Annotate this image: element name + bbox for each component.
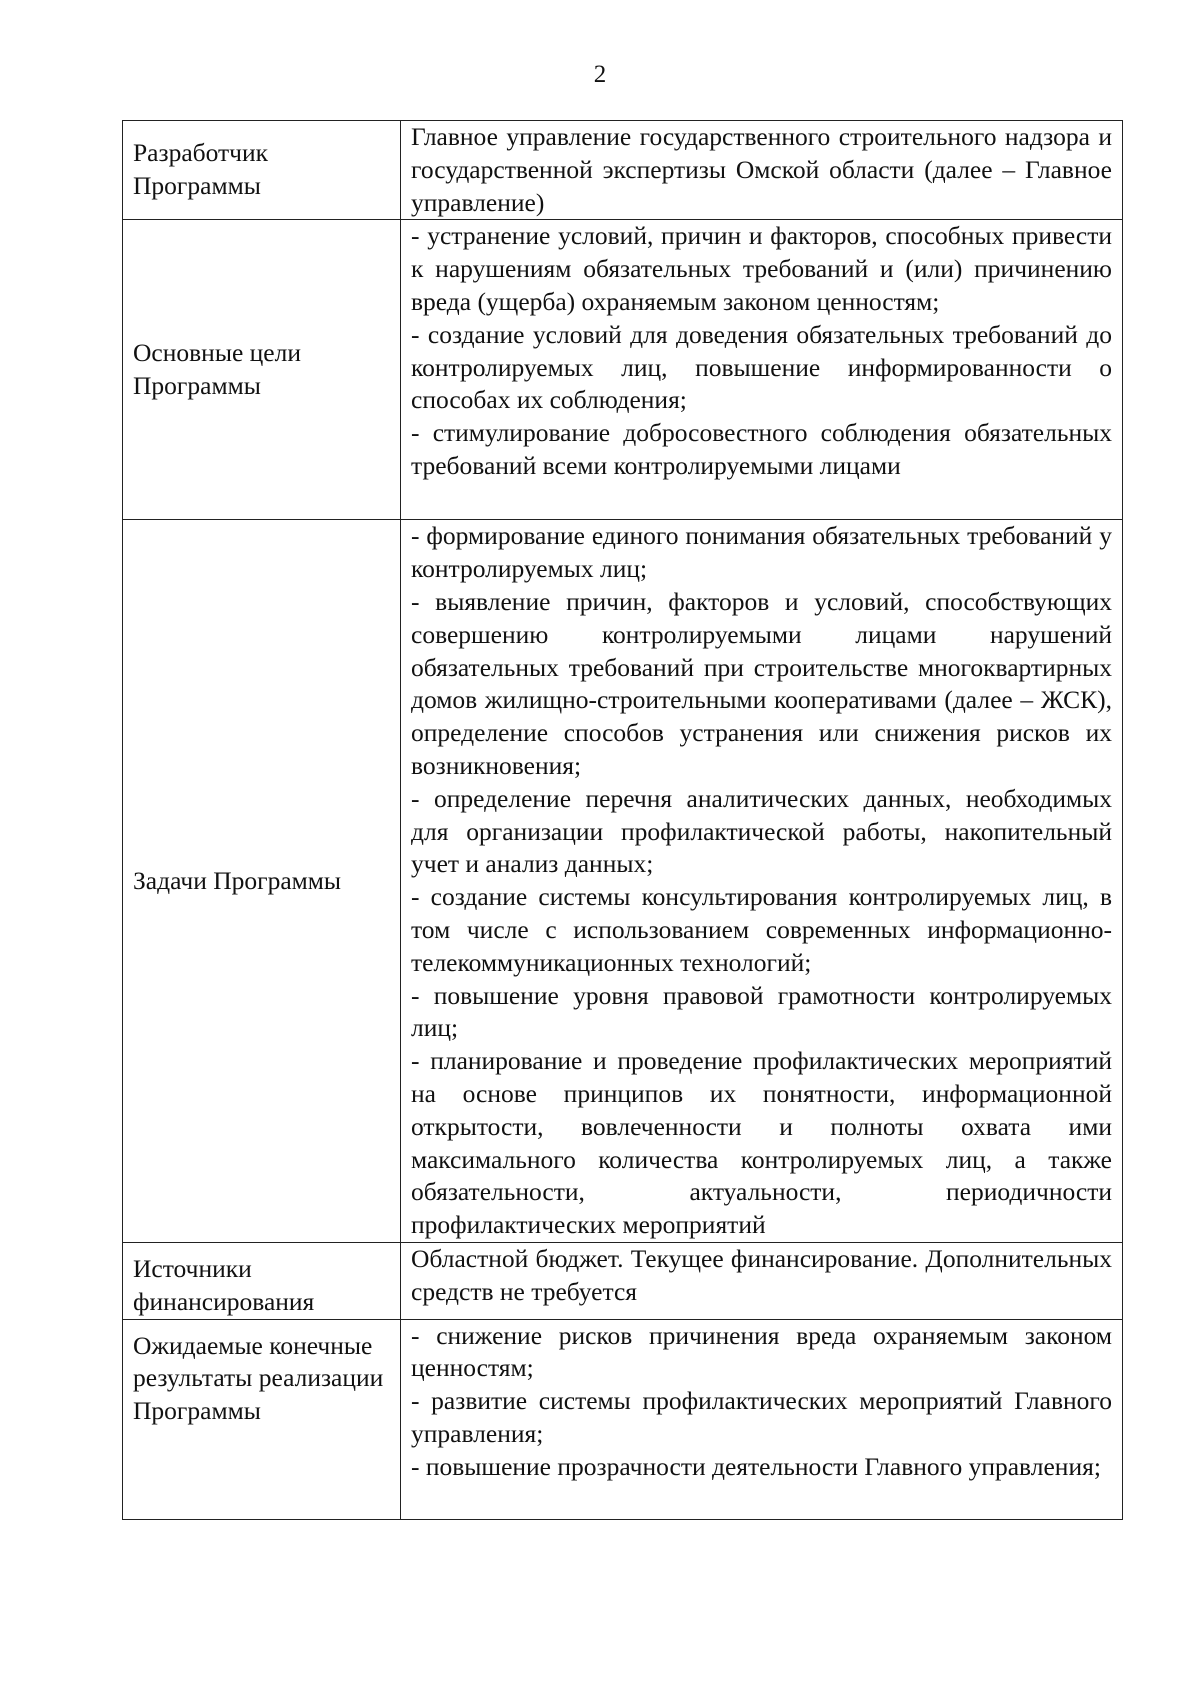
table-row-tasks [123, 520, 1123, 1243]
content-paragraph: - формирование единого понимания обязательных требований у контролируемых лиц; [411, 521, 1112, 584]
row-content [401, 1242, 1123, 1319]
content-paragraph: - устранение условий, причин и факторов, способных привести к нарушениям обязательных требований и (или) причинению вреда (ущерба) охраняемым законом ценностям; [411, 221, 1112, 316]
row-label: Разработчик Программы [123, 121, 401, 220]
row-label: Задачи Программы [123, 520, 401, 1243]
page-number: 2 [593, 61, 607, 88]
content-paragraph: - стимулирование добросовестного соблюдения обязательных требований всеми контролируемыми лицами [411, 418, 1112, 480]
row-label: Источники финансирования [123, 1242, 401, 1319]
content-paragraph: Областной бюджет. Текущее финансирование. Дополнительных средств не требуется [411, 1243, 1112, 1306]
table-row-results [123, 1319, 1123, 1519]
row-content [401, 220, 1123, 520]
row-content [401, 520, 1123, 1243]
program-passport-table [122, 120, 1123, 1520]
content-paragraph: - планирование и проведение профилактических мероприятий на основе принципов их понятности, информационной открытости, вовлеченности и полноты охвата ими максимального количества контролируемых лиц, а также обязательности, актуальности, периодичности профилактических мероприятий [411, 1046, 1112, 1240]
row-label: Основные цели Программы [123, 220, 401, 520]
content-paragraph: - снижение рисков причинения вреда охраняемым законом ценностям; [411, 1320, 1112, 1383]
content-paragraph: - развитие системы профилактических мероприятий Главного управления; [411, 1386, 1112, 1448]
row-label: Ожидаемые конечные результаты реализации Программы [123, 1319, 401, 1519]
table-row-funding [123, 1242, 1123, 1319]
content-paragraph: Главное управление государственного строительного надзора и государственной экспертизы Омской области (далее – Главное управление) [411, 122, 1112, 217]
row-content [401, 121, 1123, 220]
content-paragraph: - повышение уровня правовой грамотности контролируемых лиц; [411, 980, 1112, 1043]
content-paragraph: - повышение прозрачности деятельности Главного управления; [411, 1451, 1101, 1481]
content-paragraph: - определение перечня аналитических данных, необходимых для организации профилактической работы, накопительный учет и анализ данных; [411, 783, 1112, 879]
row-content [401, 1319, 1123, 1519]
content-paragraph: - создание системы консультирования контролируемых лиц, в том числе с использованием современных информационно-телекоммуникационных технологий; [411, 882, 1112, 977]
content-paragraph: - выявление причин, факторов и условий, способствующих совершению контролируемыми лицами нарушений обязательных требований при строительстве многоквартирных домов жилищно-строительными кооперативами (далее – ЖСК), определение способов устранения или снижения рисков их возникновения; [411, 586, 1112, 780]
content-paragraph: - создание условий для доведения обязательных требований до контролируемых лиц, повышение информированности о способах их соблюдения; [411, 319, 1112, 415]
table-row-developer [123, 121, 1123, 220]
table-row-goals [123, 220, 1123, 520]
